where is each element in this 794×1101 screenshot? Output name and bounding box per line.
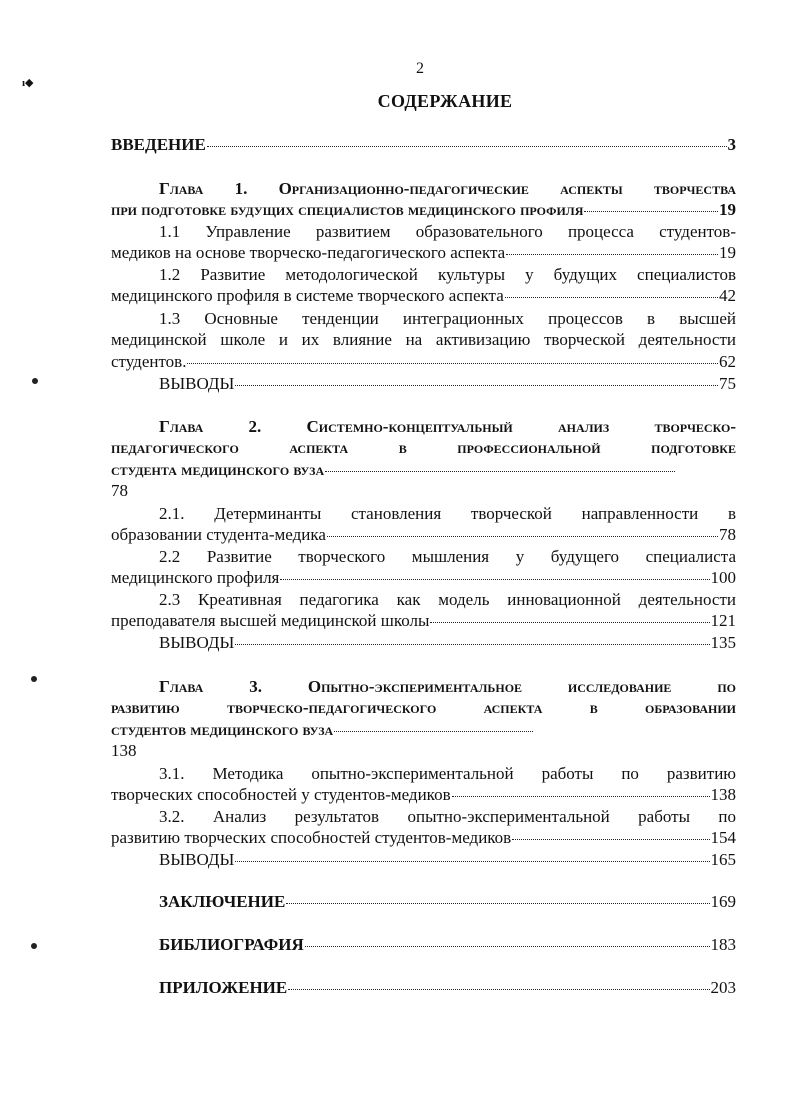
dot-leader: [452, 796, 710, 797]
binding-hole-mark: [32, 378, 38, 384]
dot-leader: [235, 644, 709, 645]
dot-leader: [305, 946, 710, 947]
chapter-heading-line: Глава 1. Организационно-педагогические аспекты творчества: [159, 179, 736, 198]
toc-entry-conclusions-2[interactable]: [111, 632, 736, 653]
toc-page: 203: [710, 978, 736, 997]
toc-entry-section-2-2[interactable]: [111, 546, 736, 589]
dot-leader: [286, 903, 709, 904]
dot-leader: [334, 731, 533, 732]
chapter-heading-line: педагогического аспекта в профессиональной подготовке: [111, 438, 736, 458]
toc-page: 138: [710, 785, 736, 805]
dot-leader: [235, 861, 709, 862]
dot-leader: [506, 254, 718, 255]
toc-page: 62: [719, 351, 736, 371]
section-line: 2.3 Креативная педагогика как модель инновационной деятельности: [159, 590, 736, 609]
toc-page: 135: [710, 633, 736, 652]
toc-label: ПРИЛОЖЕНИЕ: [159, 978, 288, 997]
dot-leader: [288, 989, 709, 990]
section-line: 1.2 Развитие методологической культуры у будущих специалистов: [159, 265, 736, 284]
scan-corner-mark: ı◆: [22, 77, 34, 89]
dot-leader: [187, 363, 718, 364]
toc-page: 75: [719, 374, 736, 393]
section-line: образовании студента-медика: [111, 525, 326, 545]
toc-page: 165: [710, 850, 736, 869]
section-line: преподавателя высшей медицинской школы: [111, 611, 430, 631]
toc-page: 78: [719, 525, 736, 545]
toc-entry-introduction[interactable]: [111, 134, 736, 155]
toc-page: 3: [727, 135, 736, 154]
toc-page: 169: [710, 892, 736, 911]
section-line: медицинской школе и их влияние на активизацию творческой деятельности: [111, 330, 736, 350]
section-line: 3.1. Методика опытно-экспериментальной работы по развитию: [159, 764, 736, 783]
chapter-heading-line: развитию творческо-педагогического аспекта в образовании: [111, 698, 736, 718]
toc-entry-section-1-1[interactable]: [111, 221, 736, 264]
binding-hole-mark: [31, 676, 37, 682]
toc-page: 138: [111, 741, 137, 761]
toc-entry-chapter-1[interactable]: [111, 178, 736, 221]
page-title: СОДЕРЖАНИЕ: [377, 91, 513, 111]
chapter-heading-line: студента медицинского вуза: [111, 459, 325, 479]
toc-page: 121: [710, 611, 736, 631]
section-line: 2.2 Развитие творческого мышления у будущего специалиста: [159, 547, 736, 566]
section-line: 2.1. Детерминанты становления творческой направленности в: [159, 504, 736, 523]
toc-entry-section-1-2[interactable]: [111, 264, 736, 307]
toc-label: ВВЕДЕНИЕ: [111, 135, 206, 154]
dot-leader: [505, 297, 718, 298]
toc-entry-section-3-2[interactable]: [111, 806, 736, 849]
page-number: 2: [416, 60, 424, 77]
toc-entry-section-3-1[interactable]: [111, 763, 736, 806]
toc-entry-conclusions-3[interactable]: [111, 849, 736, 870]
chapter-heading-line: при подготовке будущих специалистов медицинского профиля: [111, 200, 584, 220]
toc-page: 42: [719, 286, 736, 306]
dot-leader: [280, 579, 709, 580]
dot-leader: [325, 471, 675, 472]
toc-page: 183: [710, 935, 736, 954]
section-line: медицинского профиля в системе творческого аспекта: [111, 286, 504, 306]
dot-leader: [235, 385, 718, 386]
section-line: развитию творческих способностей студентов-медиков: [111, 828, 512, 848]
dot-leader: [584, 211, 718, 212]
toc-page: 100: [710, 568, 736, 588]
chapter-heading-line: Глава 2. Системно-концептуальный анализ творческо-: [159, 417, 736, 436]
dot-leader: [207, 146, 727, 147]
chapter-heading-line: студентов медицинского вуза: [111, 719, 334, 739]
dot-leader: [430, 622, 709, 623]
chapter-heading-line: Глава 3. Опытно-экспериментальное исследование по: [159, 677, 736, 696]
toc-entry-section-2-3[interactable]: [111, 589, 736, 632]
dot-leader: [512, 839, 709, 840]
toc-entry-appendix[interactable]: [111, 977, 736, 998]
toc-entry-section-2-1[interactable]: [111, 503, 736, 546]
toc-label: ВЫВОДЫ: [159, 850, 235, 869]
dot-leader: [327, 536, 718, 537]
toc-page: 19: [719, 243, 736, 263]
toc-entry-conclusions-1[interactable]: [111, 373, 736, 394]
toc-entry-conclusion[interactable]: [111, 891, 736, 912]
toc-label: ВЫВОДЫ: [159, 633, 235, 652]
toc-entry-bibliography[interactable]: [111, 934, 736, 955]
section-line: студентов.: [111, 351, 187, 371]
toc-entry-chapter-3[interactable]: [111, 676, 736, 762]
toc-entry-chapter-2[interactable]: [111, 416, 736, 502]
toc-label: БИБЛИОГРАФИЯ: [159, 935, 304, 954]
section-line: медицинского профиля: [111, 568, 280, 588]
toc-page: 19: [719, 200, 736, 220]
toc-label: ЗАКЛЮЧЕНИЕ: [159, 892, 286, 911]
section-line: творческих способностей у студентов-медиков: [111, 785, 451, 805]
section-line: 3.2. Анализ результатов опытно-экспериментальной работы по: [159, 807, 736, 826]
section-line: медиков на основе творческо-педагогического аспекта: [111, 243, 506, 263]
section-line: 1.1 Управление развитием образовательного процесса студентов-: [159, 222, 736, 241]
toc-label: ВЫВОДЫ: [159, 374, 235, 393]
toc-page: 78: [111, 481, 128, 501]
section-line: 1.3 Основные тенденции интеграционных процессов в высшей: [159, 309, 736, 328]
toc-entry-section-1-3[interactable]: [111, 308, 736, 372]
toc-page: 154: [710, 828, 736, 848]
binding-hole-mark: [31, 943, 37, 949]
